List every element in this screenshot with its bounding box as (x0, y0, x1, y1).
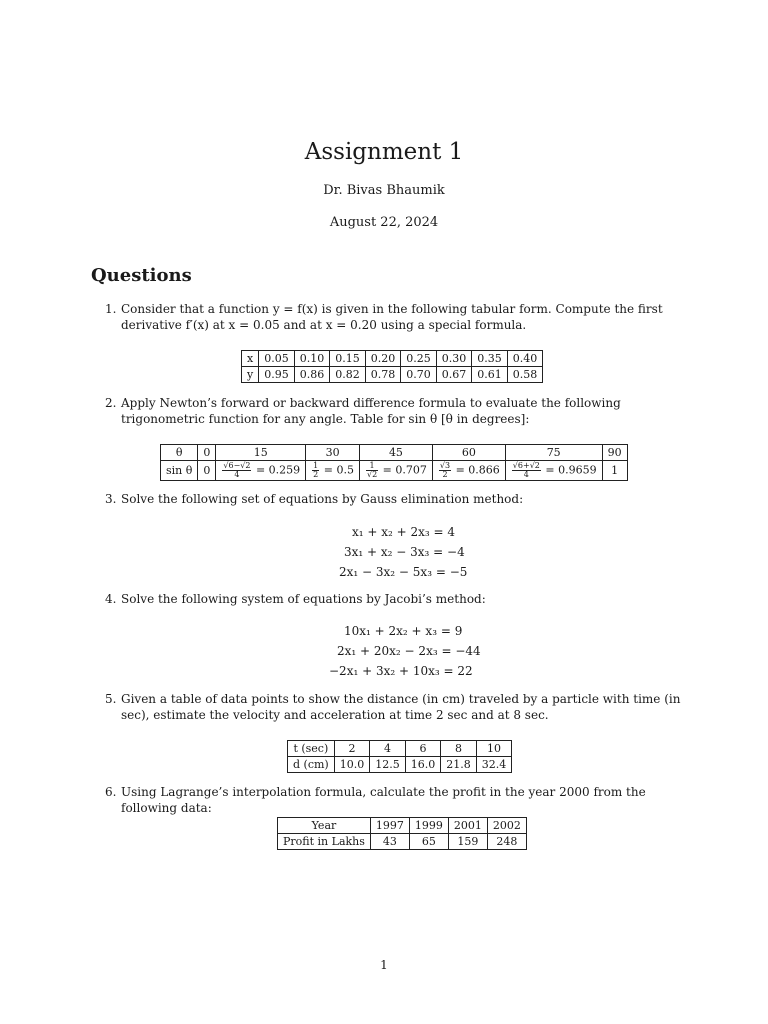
table-cell: 60 (432, 445, 505, 461)
table-cell: 43 (370, 834, 409, 850)
question-text: Using Lagrange’s interpolation formula, calculate the profit in the year 2000 from the following data: (121, 785, 646, 815)
table-cell: 1 (602, 461, 627, 481)
table-cell: 0.67 (436, 367, 472, 383)
table-cell: 0 (198, 445, 216, 461)
question-number: 2. (105, 396, 117, 410)
table-cell: 15 (216, 445, 306, 461)
question-number: 6. (105, 785, 117, 799)
cell-value: = 0.866 (455, 463, 500, 477)
fraction-denominator: 2 (442, 470, 448, 479)
table-cell: 2 (334, 741, 370, 757)
table-row (288, 741, 512, 757)
table-row (288, 757, 512, 773)
table-cell: 65 (409, 834, 448, 850)
question-text: Given a table of data points to show the distance (in cm) traveled by a particle with time (in sec), estimate the velocity and acceleration at time 2 sec and at 8 sec. (121, 692, 681, 722)
table-cell: 0.25 (401, 351, 437, 367)
table-row (242, 351, 543, 367)
table-cell: 0.15 (330, 351, 366, 367)
fraction-denominator: 4 (523, 470, 529, 479)
cell-value: = 0.5 (323, 463, 354, 477)
fraction-denominator: 2 (313, 470, 319, 479)
fraction-numerator: √6+√2 (512, 461, 540, 470)
fraction-numerator: √6−√2 (223, 461, 251, 470)
equation-line: 3x₁ + x₂ − 3x₃ = −4 (344, 545, 465, 559)
table-row (242, 367, 543, 383)
table-cell: 0 (198, 461, 216, 481)
question-text: Apply Newton’s forward or backward difference formula to evaluate the following trigonometric function for any angle. Table for sin θ [θ in degrees]: (121, 396, 621, 426)
document-title: Assignment 1 (304, 139, 464, 165)
fraction (439, 462, 451, 479)
fraction-numerator: 1 (313, 461, 319, 470)
fraction-denominator: √2 (366, 470, 378, 479)
fraction (312, 462, 319, 479)
row-label: t (sec) (288, 741, 335, 757)
table-cell: 0.40 (507, 351, 543, 367)
question-text: Consider that a function y = f(x) is given in the following tabular form. Compute the first derivative f′(x) at x = 0.05 and at x = 0.20 using a special formula. (121, 302, 663, 332)
question-text: Solve the following set of equations by Gauss elimination method: (121, 492, 524, 506)
table-cell: 1999 (409, 818, 448, 834)
row-label: d (cm) (288, 757, 335, 773)
question-number: 5. (105, 692, 117, 706)
equation-line: −2x₁ + 3x₂ + 10x₃ = 22 (329, 664, 473, 678)
table-cell: 0.10 (294, 351, 330, 367)
table-cell: 0.35 (472, 351, 508, 367)
table-cell: 159 (448, 834, 487, 850)
table-cell: 6 (405, 741, 441, 757)
document-author: Dr. Bivas Bhaumik (323, 183, 445, 198)
document-date: August 22, 2024 (329, 215, 439, 230)
table-cell: 248 (487, 834, 526, 850)
table-cell: 10 (476, 741, 512, 757)
row-label: θ (161, 445, 198, 461)
table-row (278, 818, 527, 834)
row-label: y (242, 367, 259, 383)
cell-value: = 0.259 (255, 463, 301, 477)
table-cell: 90 (602, 445, 627, 461)
fraction (512, 462, 541, 479)
table-cell: 45 (359, 445, 432, 461)
fraction (366, 462, 378, 479)
row-label: Year (278, 818, 371, 834)
table-cell: 1997 (370, 818, 409, 834)
table-cell: 0.70 (401, 367, 437, 383)
table-cell (505, 461, 602, 481)
equation-line: 10x₁ + 2x₂ + x₃ = 9 (344, 624, 463, 638)
fraction (222, 462, 251, 479)
table-cell: 0.61 (472, 367, 508, 383)
cell-value: = 0.707 (382, 463, 427, 477)
table-cell: 30 (306, 445, 360, 461)
table-cell: 4 (370, 741, 406, 757)
table-cell: 0.30 (436, 351, 472, 367)
table-cell: 0.82 (330, 367, 366, 383)
table-row (161, 445, 628, 461)
table-xy (241, 350, 543, 383)
section-heading: Questions (91, 265, 192, 286)
row-label: x (242, 351, 259, 367)
table-cell: 2001 (448, 818, 487, 834)
fraction-numerator: 1 (366, 462, 378, 471)
table-cell (432, 461, 505, 481)
table-profit (277, 817, 527, 850)
table-sine (160, 444, 628, 481)
table-cell: 75 (505, 445, 602, 461)
table-cell: 21.8 (441, 757, 477, 773)
table-cell: 0.78 (365, 367, 401, 383)
fraction-denominator: 4 (234, 470, 240, 479)
table-cell (359, 461, 432, 481)
table-distance-time (287, 740, 512, 773)
table-cell: 16.0 (405, 757, 441, 773)
table-cell: 2002 (487, 818, 526, 834)
table-row (278, 834, 527, 850)
equation-line: 2x₁ + 20x₂ − 2x₃ = −44 (337, 644, 481, 658)
table-cell: 0.20 (365, 351, 401, 367)
question-number: 1. (105, 302, 117, 316)
equation-line: 2x₁ − 3x₂ − 5x₃ = −5 (339, 565, 468, 579)
table-cell: 0.86 (294, 367, 330, 383)
equation-line: x₁ + x₂ + 2x₃ = 4 (352, 525, 456, 539)
table-cell: 0.95 (259, 367, 295, 383)
fraction-numerator: √3 (439, 461, 451, 470)
table-cell: 32.4 (476, 757, 512, 773)
table-cell: 10.0 (334, 757, 370, 773)
page-number: 1 (380, 958, 388, 972)
question-number: 3. (105, 492, 117, 506)
table-cell (216, 461, 306, 481)
table-cell: 0.58 (507, 367, 543, 383)
question-number: 4. (105, 592, 117, 606)
row-label: Profit in Lakhs (278, 834, 371, 850)
table-cell: 0.05 (259, 351, 295, 367)
cell-value: = 0.9659 (545, 463, 597, 477)
table-cell (306, 461, 360, 481)
table-cell: 8 (441, 741, 477, 757)
table-cell: 12.5 (370, 757, 406, 773)
row-label: sin θ (161, 461, 198, 481)
table-row (161, 461, 628, 481)
question-text: Solve the following system of equations by Jacobi’s method: (121, 592, 486, 606)
